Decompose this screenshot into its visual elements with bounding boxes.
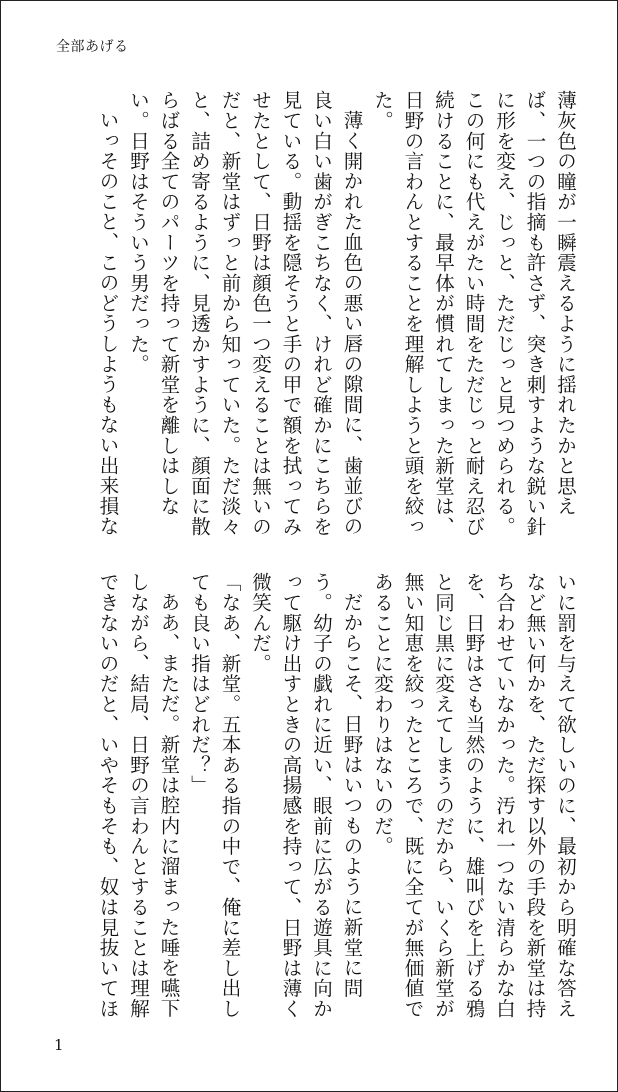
paragraph: 薄灰色の瞳が一瞬震えるように揺れたかと思えば、一つの指摘も許さず、突き刺すような鋭い針に形を変え、じっと、ただじっと見つめられる。この何にも代えがたい時間をただじっと耐え忍び続けることに、最早体が慣れてしまった新堂は、日野の言わんとすることを理解しようと頭を絞った。: [371, 90, 577, 537]
text-block-top: [92, 90, 580, 550]
paragraph: いっそのこと、このどうしようもない出来損な: [96, 109, 120, 536]
running-title: 全部あげる: [56, 39, 129, 55]
paragraph: ああ、まただ。新堂は腔内に溜まった唾を嚥下しながら、結局、日野の言わんとすることは理解できないのだと、いやそもそも、奴は見抜いてほ: [96, 572, 181, 1019]
paragraph: だからこそ、日野はいつものように新堂に問う。幼子の戯れに近い、眼前に広がる遊具に向かって駆け出すときの高揚感を持って、日野は薄く微笑んだ。: [249, 572, 364, 1019]
paragraph: 薄く開かれた血色の悪い唇の隙間に、歯並びの良い白い歯がぎこちなく、けれど確かにこちらを見ている。動揺を隠そうと手の甲で額を拭ってみせたとして、日野は顔色一つ変えることは無いのだと、新堂はずっと前から知っていた。ただ淡々と、詰め寄るように、見透かすように、顔面に散らばる全てのパーツを持って新堂を離しはしない。日野はそういう男だった。: [127, 90, 364, 537]
paragraph: いに罰を与えて欲しいのに、最初から明確な答えなど無い何かを、ただ探す以外の手段を新堂は持ち合わせていなかった。汚れ一つない清らかな白を、日野はさも当然のように、雄叫びを上げる鴉と同じ黒に変えてしまうのだから、いくら新堂が無い知恵を絞ったところで、既に全てが無価値であることに変わりはないのだ。: [371, 572, 577, 1019]
dialogue-paragraph: 「なあ、新堂。五本ある指の中で、俺に差し出しても良い指はどれだ？」: [188, 572, 242, 1019]
text-block-bottom: [92, 572, 580, 1032]
page-number: 1: [54, 1036, 64, 1054]
